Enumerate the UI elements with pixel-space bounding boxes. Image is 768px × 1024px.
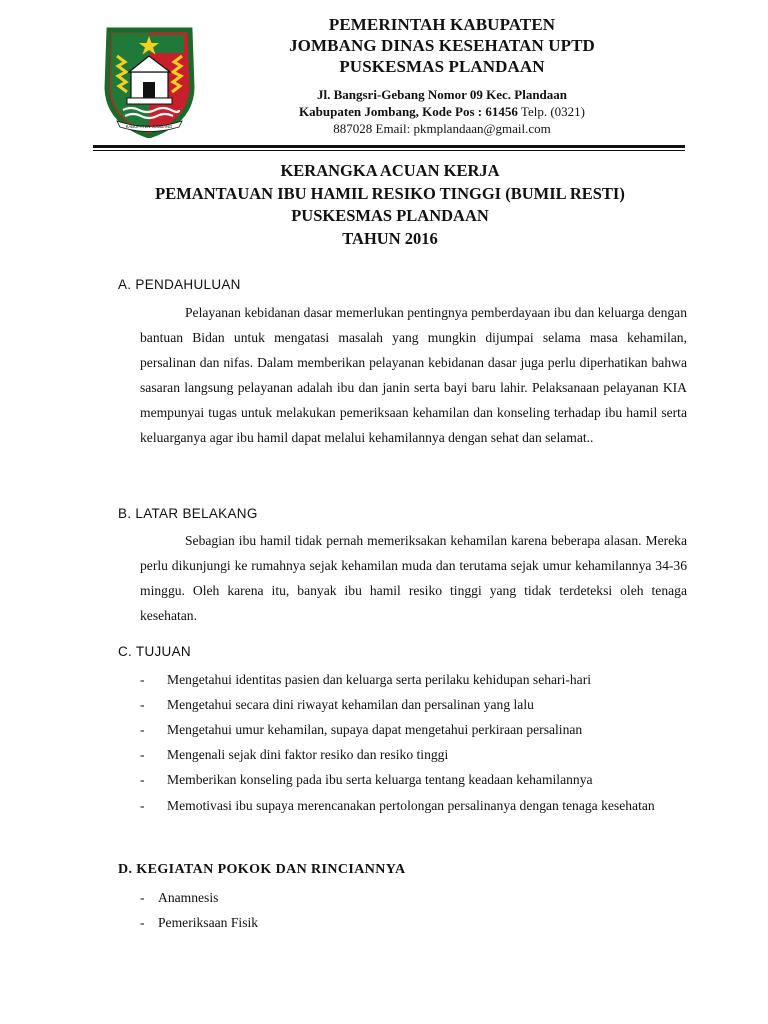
title-line-3: PUSKESMAS PLANDAAN: [291, 206, 489, 225]
section-c-heading: C. TUJUAN: [118, 644, 191, 659]
list-item: [140, 910, 687, 935]
letterhead-rule-thin: [93, 150, 685, 151]
list-item: [140, 667, 687, 692]
list-dash: -: [140, 772, 145, 787]
list-item-text: Mengetahui secara dini riwayat kehamilan dan persalinan yang lalu: [167, 697, 534, 712]
address-line-3: 887028 Email: pkmplandaan@gmail.com: [333, 121, 551, 136]
list-item: [140, 717, 687, 742]
letterhead-rule-thick: [93, 145, 685, 148]
list-item-text: Mengetahui umur kehamilan, supaya dapat mengetahui perkiraan persalinan: [167, 722, 583, 737]
list-dash: -: [140, 747, 145, 762]
address-line-1: [196, 86, 688, 103]
document-title: [80, 160, 700, 250]
list-item-text: Mengenali sejak dini faktor resiko dan resiko tinggi: [167, 747, 449, 762]
title-line-1: KERANGKA ACUAN KERJA: [280, 161, 500, 180]
list-item: [140, 767, 687, 792]
section-a-paragraph: Pelayanan kebidanan dasar memerlukan pentingnya pemberdayaan ibu dan keluarga dengan bantuan Bidan untuk mengatasi masalah yang mungkin dijumpai selama masa kehamilan, persalinan dan nifas. Dalam memberikan pelayanan kebidanan dasar juga perlu diperhatikan bahwa sasaran langsung pelayanan adalah ibu dan janin serta bayi baru lahir. Pelaksanaan pelayanan KIA mempunyai tugas untuk melakukan pemeriksaan kehamilan dan konseling terhadap ibu hamil serta keluarganya agar ibu hamil dapat melalui kehamilannya dengan sehat dan selamat..: [140, 305, 687, 445]
list-dash: -: [140, 915, 145, 930]
jombang-regency-logo: [103, 26, 196, 138]
list-item: [140, 885, 687, 910]
tujuan-list: [140, 667, 687, 819]
letterhead-line-3: PUSKESMAS PLANDAAN: [339, 57, 545, 76]
list-item: [140, 692, 687, 717]
list-item: [140, 792, 687, 819]
kegiatan-list: [140, 885, 687, 935]
list-item-text: Anamnesis: [158, 890, 219, 905]
list-dash: -: [140, 798, 145, 813]
logo-ribbon-text: KABUPATEN JOMBANG: [125, 124, 173, 129]
list-dash: -: [140, 890, 145, 905]
address-phone: Telp. (0321): [517, 104, 585, 119]
address-street: Jl. Bangsri-Gebang Nomor 09 Kec. Plandaan: [316, 87, 568, 102]
letterhead: [196, 14, 688, 137]
list-dash: -: [140, 722, 145, 737]
section-d-heading: D. KEGIATAN POKOK DAN RINCIANNYA: [118, 862, 406, 877]
list-item: [140, 742, 687, 767]
letterhead-line-2: JOMBANG DINAS KESEHATAN UPTD: [289, 36, 595, 55]
section-b-heading: B. LATAR BELAKANG: [118, 506, 258, 521]
section-a-heading: A. PENDAHULUAN: [118, 277, 241, 292]
address-line-2: [196, 103, 688, 120]
letterhead-line-1: PEMERINTAH KABUPATEN: [328, 15, 556, 34]
list-dash: -: [140, 697, 145, 712]
list-dash: -: [140, 672, 145, 687]
title-line-2: PEMANTAUAN IBU HAMIL RESIKO TINGGI (BUMIL RESTI): [155, 183, 625, 203]
list-item-text: Memotivasi ibu supaya merencanakan pertolongan persalinanya dengan tenaga kesehatan: [167, 798, 655, 813]
list-item-text: Pemeriksaan Fisik: [158, 915, 259, 930]
section-b-paragraph: Sebagian ibu hamil tidak pernah memeriksakan kehamilan karena beberapa alasan. Mereka perlu dikunjungi ke rumahnya sejak kehamilan muda dan terutama sejak umur kehamilannya 34-36 minggu. Oleh karena itu, banyak ibu hamil resiko tinggi yang tidak terdeteksi oleh tenaga kesehatan.: [140, 533, 687, 623]
address-postcode: Kabupaten Jombang, Kode Pos : 61456: [299, 104, 518, 119]
list-item-text: Mengetahui identitas pasien dan keluarga serta perilaku kehidupan sehari-hari: [167, 672, 592, 687]
title-line-4: TAHUN 2016: [342, 228, 438, 248]
list-item-text: Memberikan konseling pada ibu serta keluarga tentang keadaan kehamilannya: [167, 772, 593, 787]
